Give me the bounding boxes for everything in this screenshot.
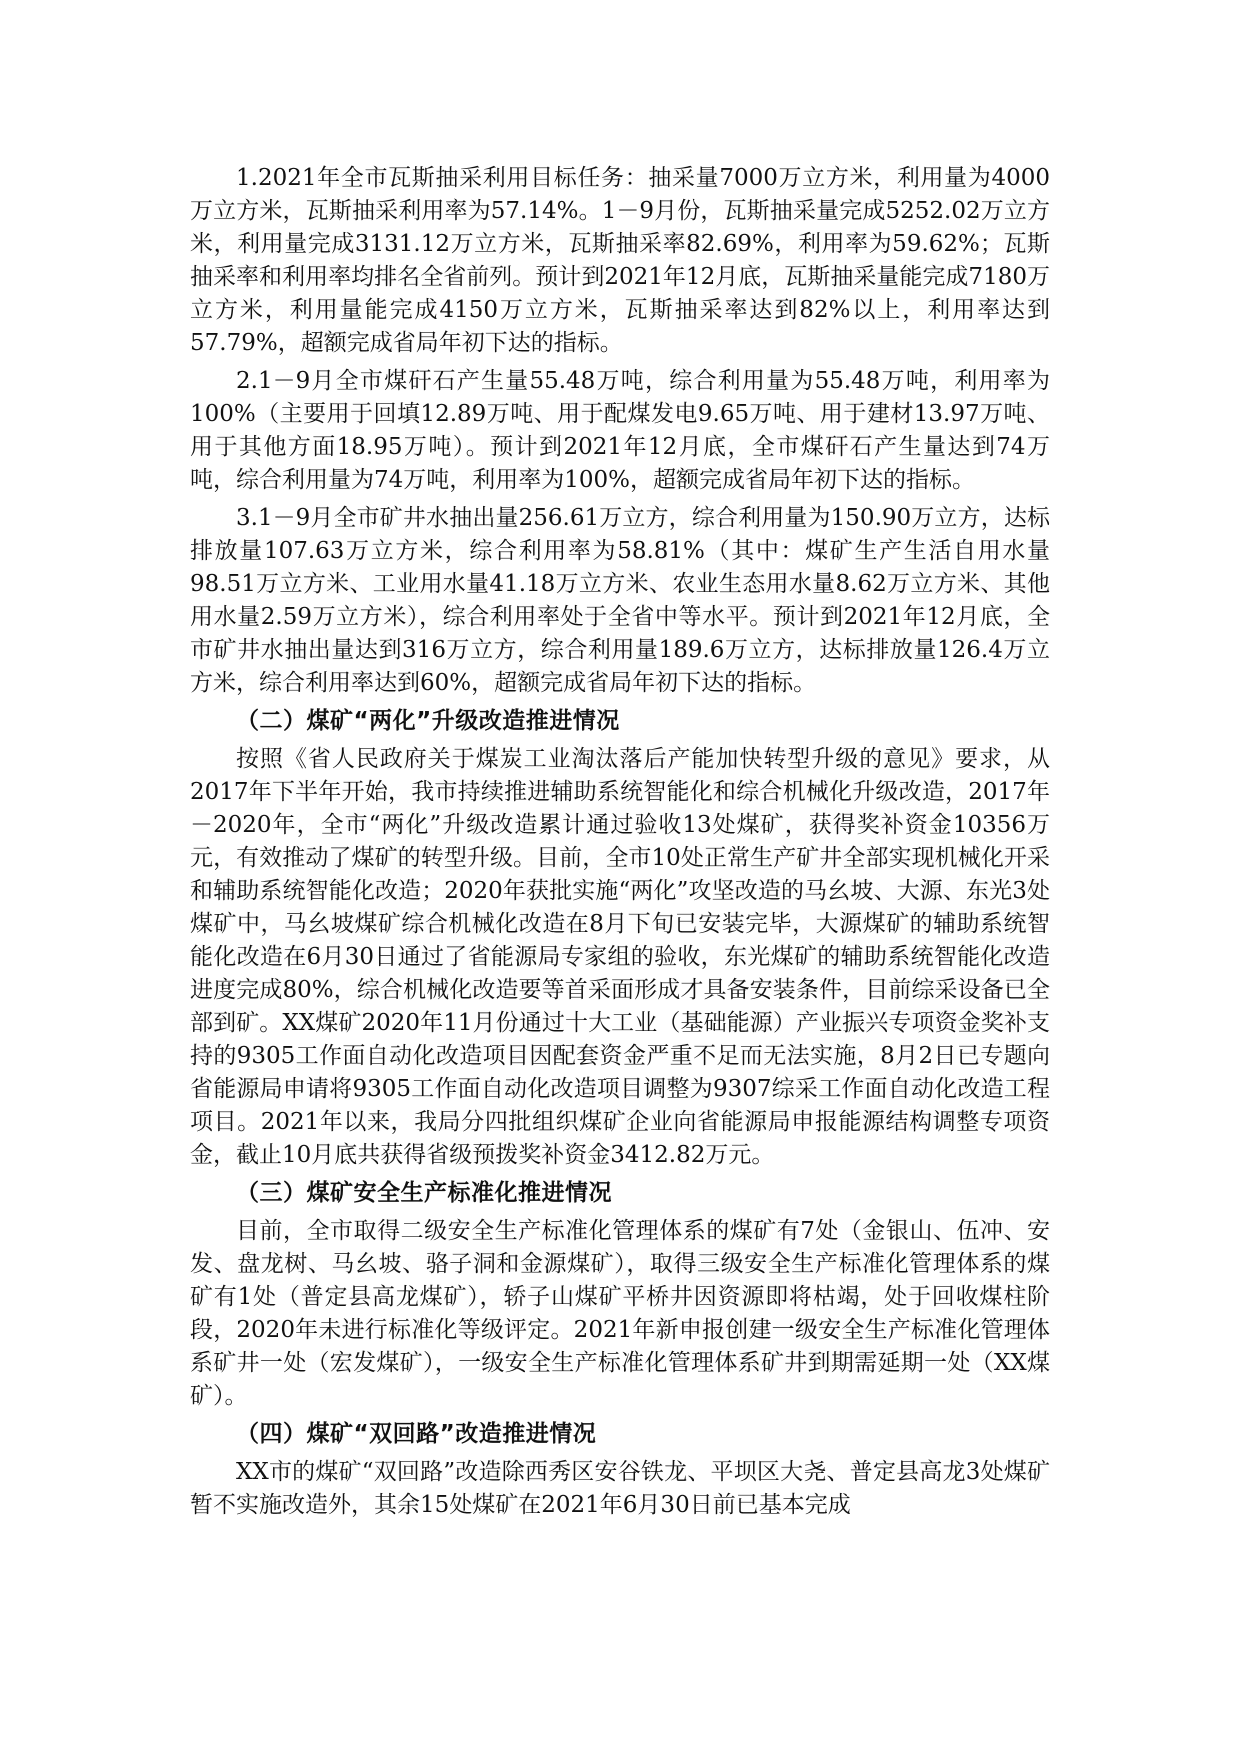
paragraph-safety-standardization: 目前，全市取得二级安全生产标准化管理体系的煤矿有7处（金银山、伍冲、安发、盘龙树、马幺坡、骆子洞和金源煤矿），取得三级安全生产标准化管理体系的煤矿有1处（普定县高龙煤矿），轿子山煤矿平桥井因资源即将枯竭，处于回收煤柱阶段，2020年未进行标准化等级评定。2021年新申报创建一级安全生产标准化管理体系矿井一处（宏发煤矿），一级安全生产标准化管理体系矿井到期需延期一处（XX煤矿）。: [190, 1218, 1050, 1409]
paragraph-coal-gangue: 2.1－9月全市煤矸石产生量55.48万吨，综合利用量为55.48万吨，利用率为100%（主要用于回填12.89万吨、用于配煤发电9.65万吨、用于建材13.97万吨、用于其他方面18.95万吨）。预计到2021年12月底，全市煤矸石产生量达到74万吨，综合利用量为74万吨，利用率为100%，超额完成省局年初下达的指标。: [190, 368, 1050, 493]
section-heading-dual-circuit: （四）煤矿“双回路”改造推进情况: [236, 1421, 597, 1447]
paragraph-dual-circuit: XX市的煤矿“双回路”改造除西秀区安谷铁龙、平坝区大尧、普定县高龙3处煤矿暂不实施改造外，其余15处煤矿在2021年6月30日前已基本完成: [190, 1459, 1050, 1518]
paragraph-mine-water: 3.1－9月全市矿井水抽出量256.61万立方，综合利用量为150.90万立方，达标排放量107.63万立方米，综合利用率为58.81%（其中：煤矿生产生活自用水量98.51万立方米、工业用水量41.18万立方米、农业生态用水量8.62万立方米、其他用水量2.59万立方米），综合利用率处于全省中等水平。预计到2021年12月底，全市矿井水抽出量达到316万立方，综合利用量189.6万立方，达标排放量126.4万立方米，综合利用率达到60%，超额完成省局年初下达的指标。: [190, 505, 1050, 696]
paragraph-upgrade-progress: 按照《省人民政府关于煤炭工业淘汰落后产能加快转型升级的意见》要求，从2017年下半年开始，我市持续推进辅助系统智能化和综合机械化升级改造，2017年－2020年，全市“两化”升级改造累计通过验收13处煤矿，获得奖补资金10356万元，有效推动了煤矿的转型升级。目前，全市10处正常生产矿井全部实现机械化开采和辅助系统智能化改造；2020年获批实施“两化”攻坚改造的马幺坡、大源、东光3处煤矿中，马幺坡煤矿综合机械化改造在8月下旬已安装完毕，大源煤矿的辅助系统智能化改造在6月30日通过了省能源局专家组的验收，东光煤矿的辅助系统智能化改造进度完成80%，综合机械化改造要等首采面形成才具备安装条件，目前综采设备已全部到矿。XX煤矿2020年11月份通过十大工业（基础能源）产业振兴专项资金奖补支持的9305工作面自动化改造项目因配套资金严重不足而无法实施，8月2日已专题向省能源局申请将9305工作面自动化改造项目调整为9307综采工作面自动化改造工程项目。2021年以来，我局分四批组织煤矿企业向省能源局申报能源结构调整专项资金，截止10月底共获得省级预拨奖补资金3412.82万元。: [190, 746, 1050, 1168]
section-heading-safety-standardization: （三）煤矿安全生产标准化推进情况: [236, 1180, 612, 1206]
paragraph-gas-extraction: 1.2021年全市瓦斯抽采利用目标任务：抽采量7000万立方米，利用量为4000万立方米，瓦斯抽采利用率为57.14%。1－9月份，瓦斯抽采量完成5252.02万立方米，利用量完成3131.12万立方米，瓦斯抽采率82.69%，利用率为59.62%；瓦斯抽采率和利用率均排名全省前列。预计到2021年12月底，瓦斯抽采量能完成7180万立方米，利用量能完成4150万立方米，瓦斯抽采率达到82%以上，利用率达到57.79%，超额完成省局年初下达的指标。: [190, 165, 1050, 356]
document-page: [190, 162, 1050, 1527]
section-heading-two-modernizations: （二）煤矿“两化”升级改造推进情况: [236, 708, 620, 734]
